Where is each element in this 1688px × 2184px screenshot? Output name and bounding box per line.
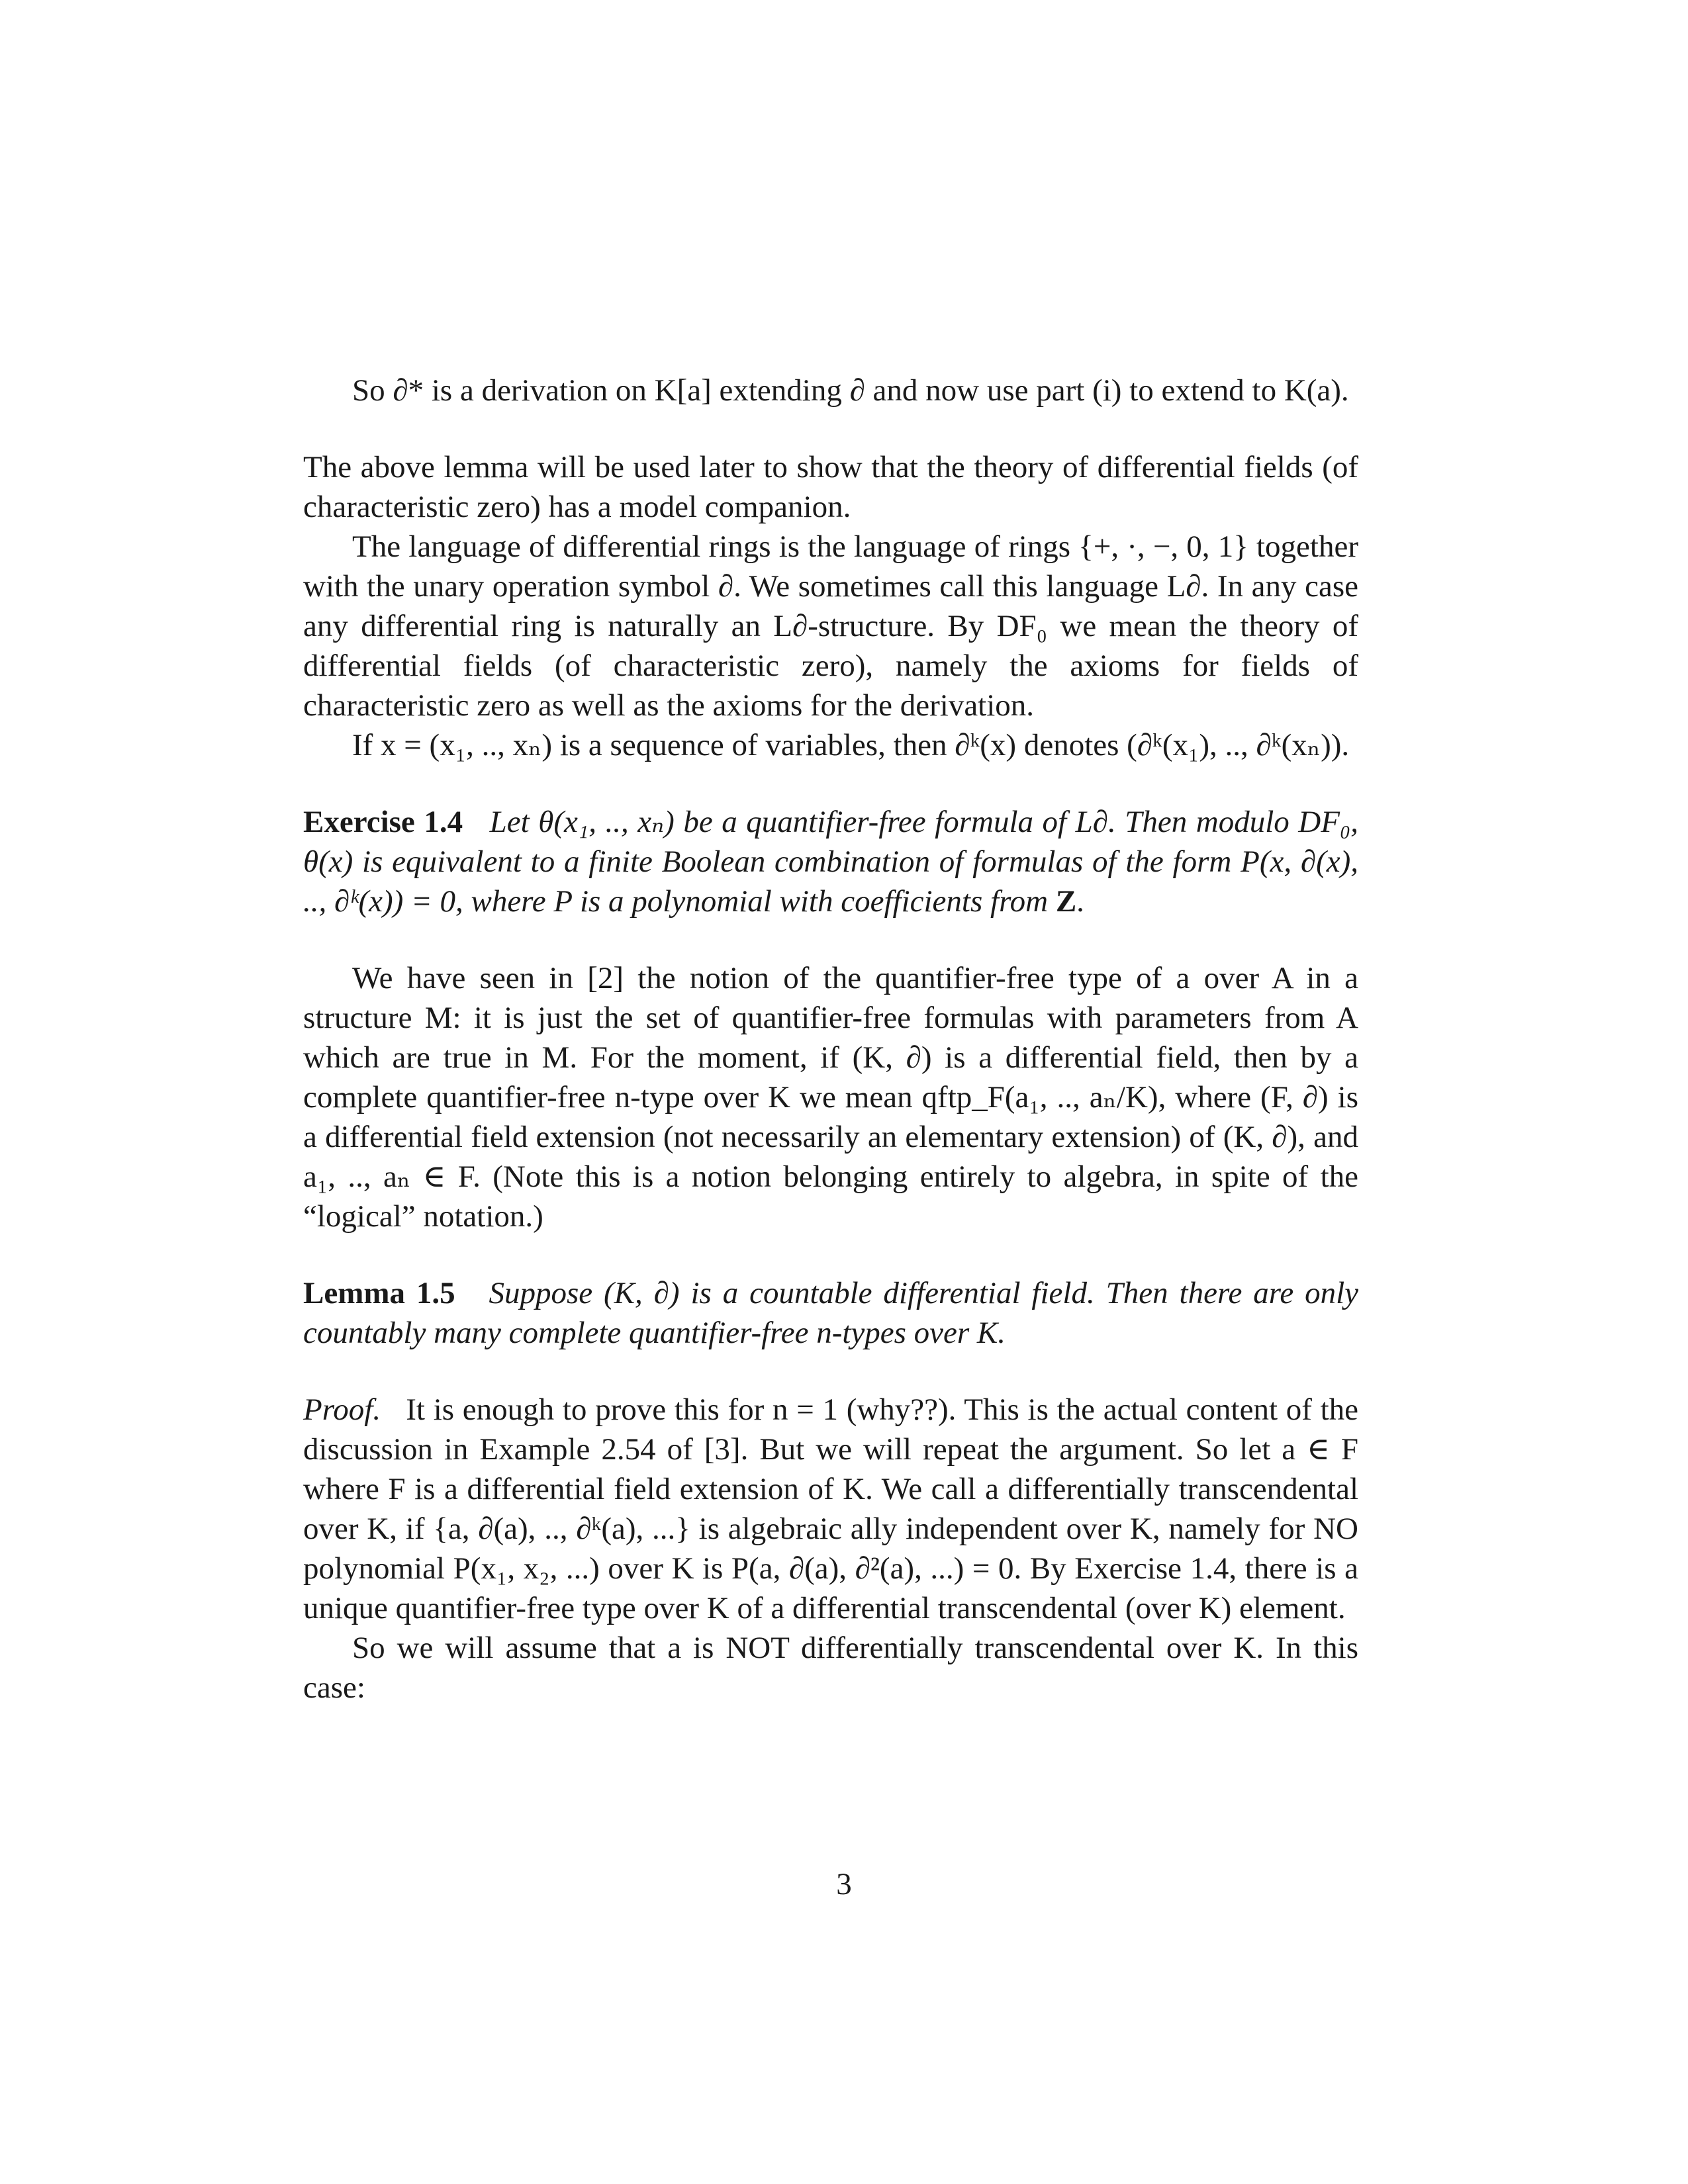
- exercise-bold-z: Z: [1055, 884, 1077, 919]
- lemma-heading: Lemma 1.5: [303, 1276, 455, 1310]
- paragraph-sequence-variables: If x = (x₁, .., xₙ) is a sequence of variables, then ∂ᵏ(x) denotes (∂ᵏ(x₁), .., ∂ᵏ(xₙ)).: [352, 728, 1350, 762]
- page-number: 3: [836, 1867, 852, 1901]
- main-text: [303, 371, 1358, 1707]
- paragraph-language-differential-rings: The language of differential rings is the language of rings {+, ·, −, 0, 1} together with the unary operation symbol ∂. We sometimes call this language L∂. In any case any differential ring is naturally an L∂-structure. By DF₀ we mean the theory of differential fields (of characteristic zero), namely the axioms for fields of characteristic zero as well as the axioms for the derivation.: [303, 529, 1358, 723]
- exercise-body: Let θ(x₁, .., xₙ) be a quantifier-free formula of L∂. Then modulo DF₀, θ(x) is equivalent to a finite Boolean combination of formulas of the form P(x, ∂(x), .., ∂ᵏ(x)) = 0, where P is a polynomial with coefficients from: [303, 805, 1359, 919]
- exercise-end-punct: .: [1076, 884, 1084, 919]
- exercise-heading: Exercise 1.4: [303, 805, 463, 839]
- paragraph-model-companion: The above lemma will be used later to show that the theory of differential fields (of characteristic zero) has a model companion.: [303, 450, 1358, 524]
- proof: [303, 1390, 1358, 1628]
- exercise-1-4: [303, 802, 1358, 921]
- proof-label: Proof.: [303, 1392, 381, 1427]
- lemma-body: Suppose (K, ∂) is a countable differential field. Then there are only countably many complete quantifier-free n-types over K.: [303, 1276, 1359, 1350]
- paragraph-not-transcendental: So we will assume that a is NOT differentially transcendental over K. In this case:: [303, 1631, 1358, 1705]
- lemma-1-5: [303, 1273, 1358, 1353]
- proof-body: It is enough to prove this for n = 1 (why??). This is the actual content of the discussion in Example 2.54 of [3]. But we will repeat the argument. So let a ∈ F where F is a differential field extension of K. We call a differentially transcendental over K, if {a, ∂(a), .., ∂ᵏ(a), ...} is algebraic ally independent over K, namely for NO polynomial P(x₁, x₂, ...) over K is P(a, ∂(a), ∂²(a), ...) = 0. By Exercise 1.4, there is a unique quantifier-free type over K of a differential transcendental (over K) element.: [303, 1392, 1359, 1625]
- paragraph-quantifier-free-type: We have seen in [2] the notion of the quantifier-free type of a over A in a structure M: it is just the set of quantifier-free formulas with parameters from A which are true in M. For the moment, if (K, ∂) is a differential field, then by a complete quantifier-free n-type over K we mean qftp_F(a₁, .., aₙ/K), where (F, ∂) is a differential field extension (not necessarily an elementary extension) of (K, ∂), and a₁, .., aₙ ∈ F. (Note this is a notion belonging entirely to algebra, in spite of the “logical” notation.): [303, 961, 1358, 1234]
- paragraph-derivation-extension: So ∂* is a derivation on K[a] extending ∂ and now use part (i) to extend to K(a).: [352, 373, 1349, 408]
